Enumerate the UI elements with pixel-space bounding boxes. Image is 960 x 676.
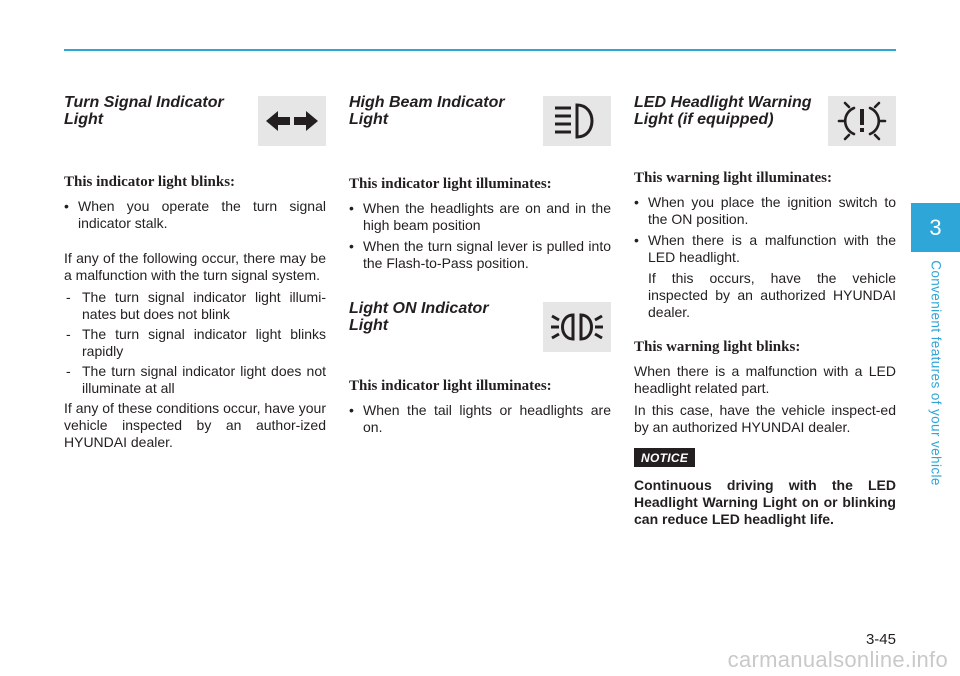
chapter-number: 3 bbox=[929, 214, 942, 240]
chapter-side-label: Convenient features of your vehicle bbox=[928, 260, 944, 486]
chapter-tab bbox=[911, 203, 960, 252]
page-number: 3-45 bbox=[865, 631, 896, 648]
turn-signal-title-line2: Light bbox=[64, 111, 104, 128]
high-beam-title bbox=[349, 94, 529, 128]
turn-signal-section bbox=[64, 94, 326, 451]
turn-signal-title-line1: Turn Signal Indicator bbox=[64, 94, 224, 111]
led-headlight-warning-icon bbox=[828, 96, 896, 146]
light-on-title-line1: Light ON Indicator bbox=[349, 300, 489, 317]
led-headlight-title-line1: LED Headlight Warning bbox=[634, 94, 812, 111]
list-item: • When there is a malfunction with the LED headlight. bbox=[634, 232, 896, 266]
turn-signal-dealer-note: If any of these conditions occur, have your vehicle inspected by an author-ized HYUNDAI dealer. bbox=[64, 400, 326, 450]
list-item: • When you place the ignition switch to the ON position. bbox=[634, 194, 896, 228]
light-on-title-line2: Light bbox=[349, 317, 389, 334]
high-beam-header bbox=[349, 94, 611, 148]
turn-signal-header bbox=[64, 94, 326, 148]
notice-badge: NOTICE bbox=[634, 448, 695, 467]
list-item: - The turn signal indicator light does not illuminate at all bbox=[64, 363, 326, 397]
watermark: carmanualsonline.info bbox=[727, 647, 948, 672]
top-rule bbox=[64, 49, 896, 51]
list-item: • When the tail lights or headlights are on. bbox=[349, 402, 611, 436]
list-item: - The turn signal indicator light illumi-nates but does not blink bbox=[64, 289, 326, 323]
list-item: • When the headlights are on and in the high beam position bbox=[349, 200, 611, 234]
led-headlight-title bbox=[634, 94, 814, 128]
led-illuminates-bullets bbox=[634, 194, 896, 266]
led-headlight-header bbox=[634, 94, 896, 148]
turn-signal-malfunction-intro: If any of the following occur, there may be a malfunction with the turn signal system. bbox=[64, 250, 326, 283]
led-blinks-text: When there is a malfunction with a LED headlight related part. bbox=[634, 363, 896, 396]
turn-signal-subheading: This indicator light blinks: bbox=[64, 174, 236, 190]
high-beam-subheading: This indicator light illuminates: bbox=[349, 176, 552, 192]
turn-signal-dash-list bbox=[64, 289, 326, 397]
list-item: - The turn signal indicator light blinks rapidly bbox=[64, 326, 326, 360]
tail-light-icon bbox=[543, 302, 611, 352]
light-on-header bbox=[349, 300, 611, 354]
notice-text: Continuous driving with the LED Headlight Warning Light on or blinking can reduce LED headlight life. bbox=[634, 477, 896, 527]
light-on-title bbox=[349, 300, 529, 334]
led-blinks-subheading: This warning light blinks: bbox=[634, 339, 801, 355]
high-beam-title-line1: High Beam Indicator bbox=[349, 94, 505, 111]
led-dealer-note: In this case, have the vehicle inspect-ed by an authorized HYUNDAI dealer. bbox=[634, 402, 896, 435]
high-beam-title-line2: Light bbox=[349, 111, 389, 128]
led-inspection-note: If this occurs, have the vehicle inspected by an authorized HYUNDAI dealer. bbox=[648, 270, 896, 320]
high-beam-bullets bbox=[349, 200, 611, 272]
light-on-bullets bbox=[349, 402, 611, 436]
led-illuminates-subheading: This warning light illuminates: bbox=[634, 170, 832, 186]
turn-signal-bullets bbox=[64, 198, 326, 232]
turn-signal-arrows-icon bbox=[258, 96, 326, 146]
led-headlight-title-line2: Light (if equipped) bbox=[634, 111, 774, 128]
high-beam-section bbox=[349, 94, 611, 440]
high-beam-icon bbox=[543, 96, 611, 146]
list-item: • When you operate the turn signal indicator stalk. bbox=[64, 198, 326, 232]
list-item: • When the turn signal lever is pulled into the Flash-to-Pass position. bbox=[349, 238, 611, 272]
turn-signal-title bbox=[64, 94, 244, 128]
led-headlight-section bbox=[634, 94, 896, 528]
light-on-subheading: This indicator light illuminates: bbox=[349, 378, 552, 394]
